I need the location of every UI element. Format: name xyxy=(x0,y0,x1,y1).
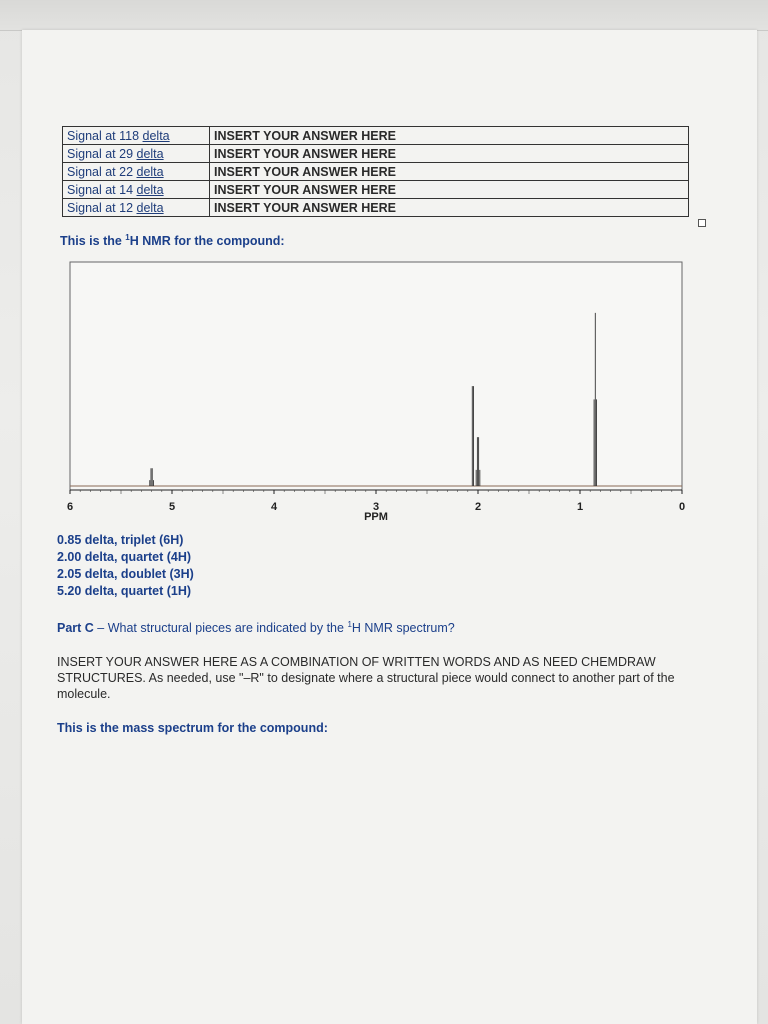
nmr-heading: This is the $^1$H NMR for the compound: xyxy=(60,233,285,249)
answer-cell[interactable]: INSERT YOUR ANSWER HERE xyxy=(210,199,689,217)
table-resize-handle[interactable] xyxy=(698,219,706,227)
list-item: 5.20 delta, quartet (1H) xyxy=(57,584,192,598)
x-axis-label: PPM xyxy=(364,511,388,523)
table-row xyxy=(63,163,689,181)
list-item: 2.05 delta, doublet (3H) xyxy=(57,567,194,581)
list-item: 0.85 delta, triplet (6H) xyxy=(57,533,184,547)
mass-spectrum-heading: This is the mass spectrum for the compound: xyxy=(57,721,328,735)
nmr-chart-svg xyxy=(58,258,688,528)
table-row xyxy=(63,181,689,199)
signals-table xyxy=(62,126,689,217)
x-tick-label: 2 xyxy=(474,501,482,513)
x-tick-label: 1 xyxy=(576,501,584,513)
list-item: 2.00 delta, quartet (4H) xyxy=(57,550,192,564)
nmr-spectrum xyxy=(58,258,688,533)
peak-list xyxy=(57,532,194,600)
answer-text-block[interactable]: INSERT YOUR ANSWER HERE AS A COMBINATION OF WRITTEN WORDS AND AS NEED CHEMDRAW STRUCTURES. As needed, use "–R" to designate where a structural piece would connect to another part of the molecule. xyxy=(57,655,675,701)
signal-label-cell: Signal at 22 delta xyxy=(63,163,210,181)
table-row xyxy=(63,199,689,217)
x-tick-label: 5 xyxy=(168,501,176,513)
x-tick-label: 3 xyxy=(372,501,380,513)
answer-cell[interactable]: INSERT YOUR ANSWER HERE xyxy=(210,127,689,145)
signal-label-cell: Signal at 14 delta xyxy=(63,181,210,199)
table-row xyxy=(63,127,689,145)
table-row xyxy=(63,145,689,163)
part-c-question: Part C – What structural pieces are indicated by the $^1$H NMR spectrum? xyxy=(57,620,455,636)
answer-cell[interactable]: INSERT YOUR ANSWER HERE xyxy=(210,145,689,163)
signal-label-cell: Signal at 29 delta xyxy=(63,145,210,163)
x-axis-ticks xyxy=(67,490,685,513)
answer-cell[interactable]: INSERT YOUR ANSWER HERE xyxy=(210,181,689,199)
x-tick-label: 4 xyxy=(270,501,278,513)
answer-cell[interactable]: INSERT YOUR ANSWER HERE xyxy=(210,163,689,181)
plot-frame xyxy=(70,262,682,490)
x-tick-label: 6 xyxy=(66,501,74,513)
top-bar xyxy=(0,0,768,31)
signal-label-cell: Signal at 12 delta xyxy=(63,199,210,217)
signal-label-cell: Signal at 118 delta xyxy=(63,127,210,145)
x-tick-label: 0 xyxy=(678,501,686,513)
